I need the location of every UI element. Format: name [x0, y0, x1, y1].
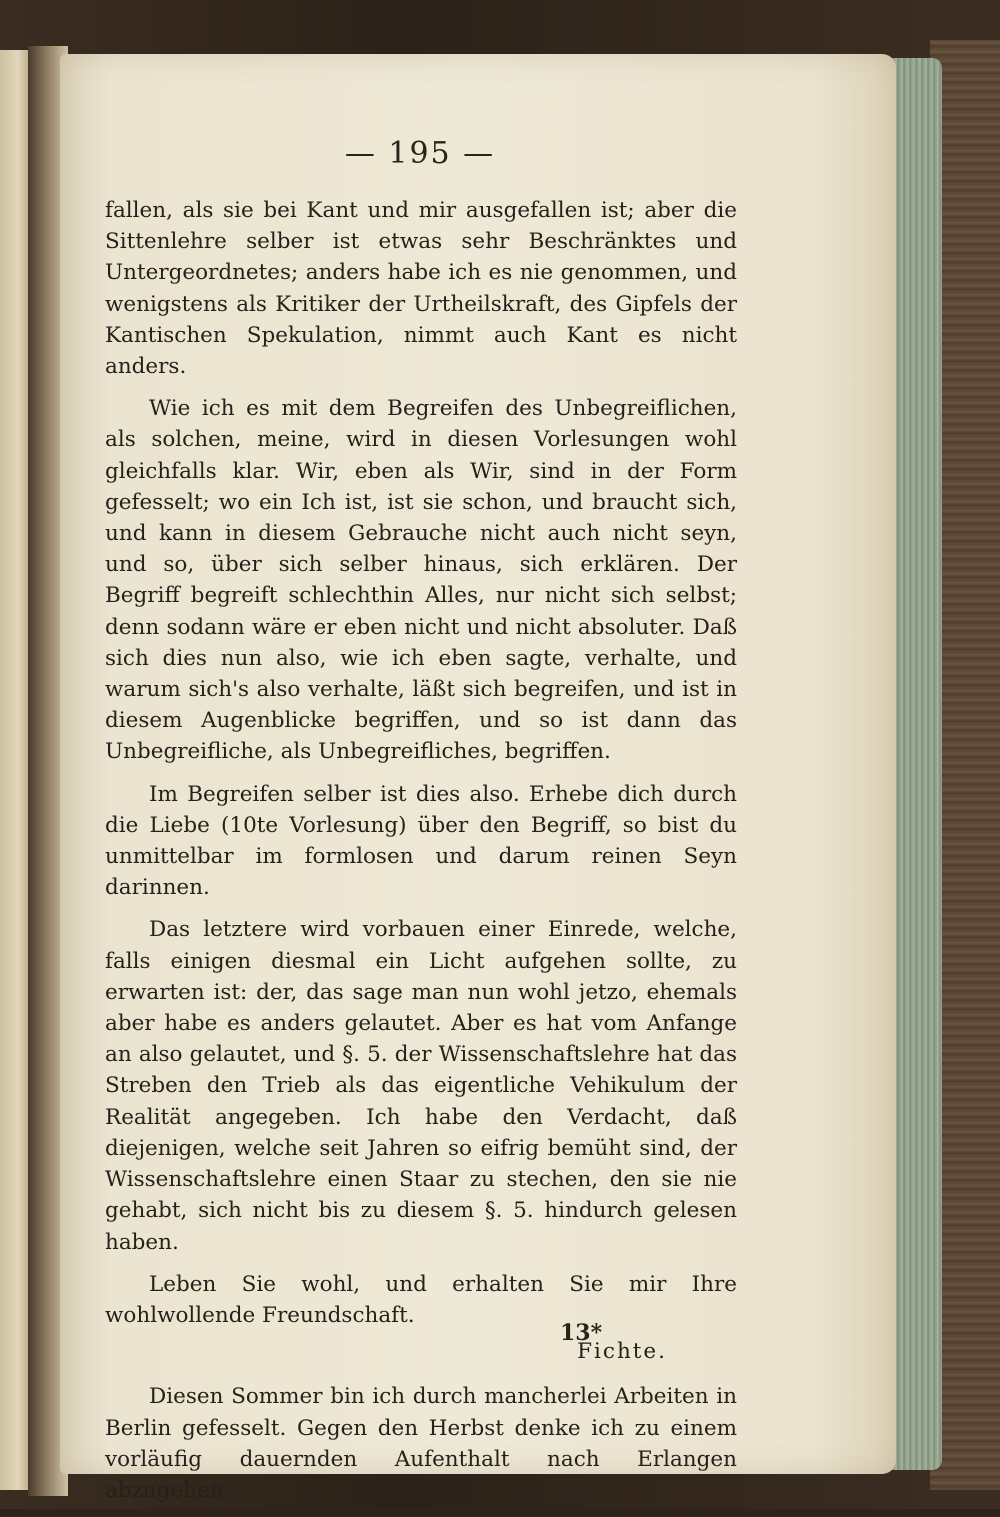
paragraph-continued: fallen, als sie bei Kant und mir ausgefallen ist; aber die Sittenlehre selber ist etwas sehr Beschränktes und Untergeordnetes; anders habe ich es nie genommen, und wenigstens als Kritiker der Urtheilskraft, des Gipfels der Kantischen Spekulation, nimmt auch Kant es nicht anders.: [105, 198, 737, 380]
paragraph: Wie ich es mit dem Begreifen des Unbegreiflichen, als solchen, meine, wird in diesen Vorlesungen wohl gleichfalls klar. Wir, eben als Wir, sind in der Form gefesselt; wo ein Ich ist, ist sie schon, und braucht sich, und kann in diesem Gebrauche nicht auch nicht seyn, und so, über sich selber hinaus, sich erklären. Der Begriff begreift schlechthin Alles, nur nicht sich selbst; denn sodann wäre er eben nicht und nicht absoluter. Daß sich dies nun also, wie ich eben sagte, verhalte, und warum sich's also verhalte, läßt sich begreifen, und ist in diesem Augenblicke begriffen, und so ist dann das Unbegreifliche, als Unbegreifliches, begriffen.: [105, 396, 737, 765]
postscript: Diesen Sommer bin ich durch mancherlei Arbeiten in Berlin gefesselt. Gegen den Herbst denke ich zu einem vorläufig dauernden Aufenthalt nach Erlangen abzugehen.: [105, 1384, 737, 1503]
paragraph-closing: Leben Sie wohl, und erhalten Sie mir Ihre wohlwollende Freundschaft.: [105, 1271, 737, 1328]
facing-page-edge: [0, 50, 30, 1490]
page-number: — 195 —: [344, 136, 496, 171]
page-body: [105, 195, 737, 1517]
paragraph: Im Begreifen selber ist dies also. Erhebe dich durch die Liebe (10te Vorlesung) über den Begriff, so bist du unmittelbar im formlosen und darum reinen Seyn darinnen.: [105, 781, 737, 901]
signature: Fichte.: [577, 1339, 667, 1365]
paragraph: Das letztere wird vorbauen einer Einrede, welche, falls einigen diesmal ein Licht aufgehen sollte, zu erwarten ist: der, das sage man nun wohl jetzo, ehemals aber habe es anders gelautet. Aber es hat vom Anfange an also gelautet, und §. 5. der Wissenschaftslehre hat das Streben den Trieb als das eigentliche Vehikulum der Realität angegeben. Ich habe den Verdacht, daß diejenigen, welche seit Jahren so eifrig bemüht sind, der Wissenschaftslehre einen Staar zu stechen, den sie nie gehabt, sich nicht bis zu diesem §. 5. hindurch gelesen haben.: [105, 917, 737, 1255]
signature-mark: 13*: [560, 1320, 603, 1346]
